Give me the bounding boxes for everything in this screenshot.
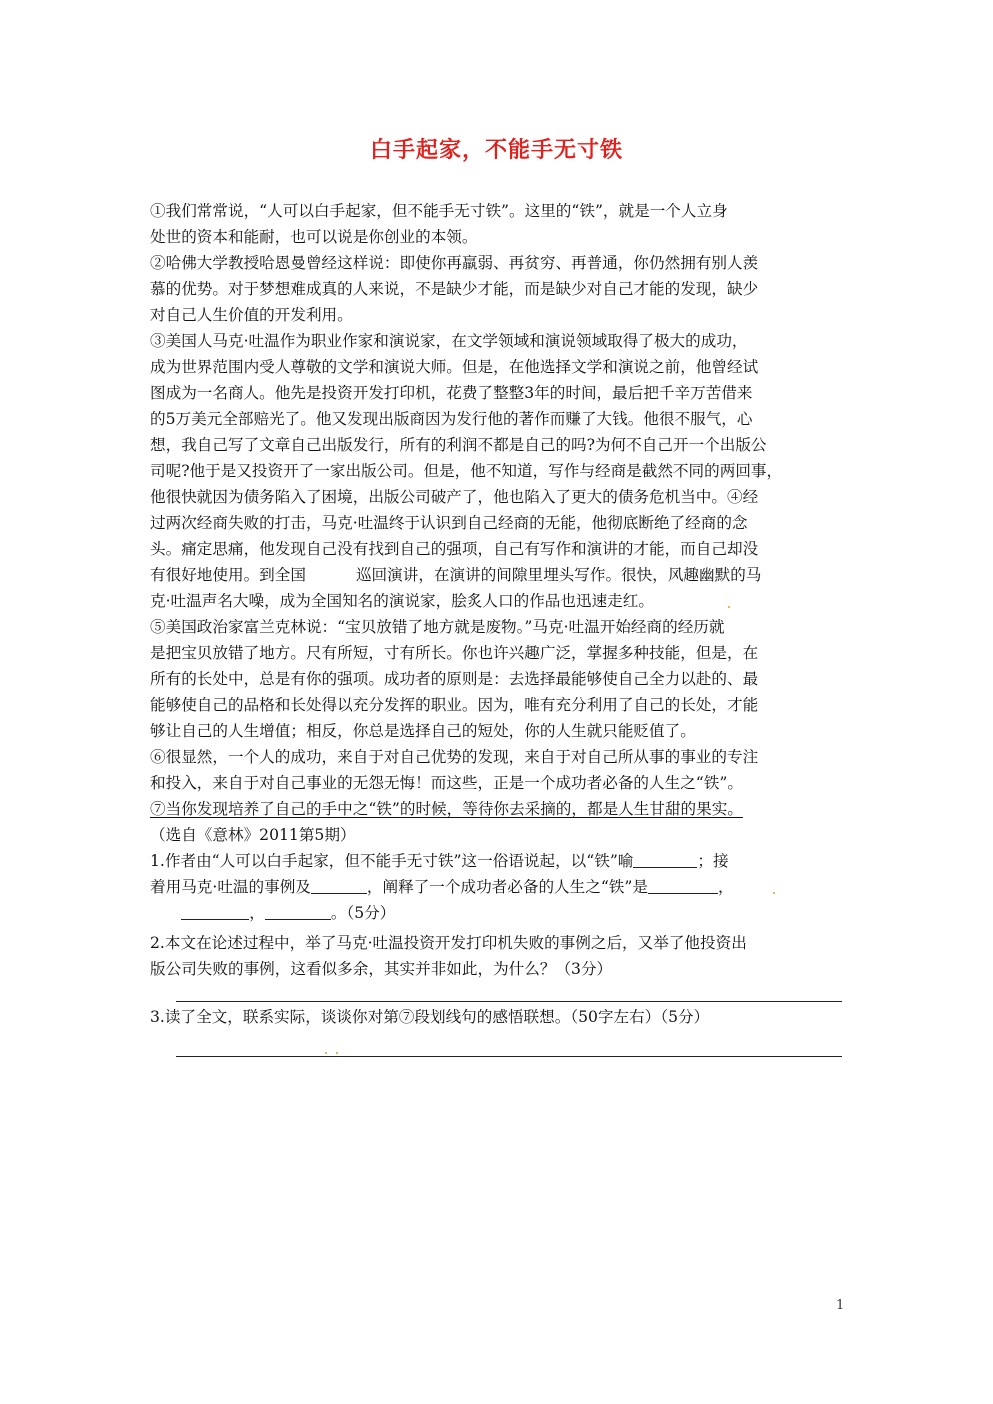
page-title: 白手起家，不能手无寸铁 xyxy=(369,137,623,163)
answer-line-q2[interactable] xyxy=(176,1001,842,1002)
text-line: 克·吐温声名大噪，成为全国知名的演说家，脍炙人口的作品也迅速走红。 xyxy=(150,592,654,610)
answer-blank[interactable] xyxy=(648,877,718,894)
text-line: 是把宝贝放错了地方。尺有所短，寸有所长。你也许兴趣广泛，掌握多种技能，但是，在 xyxy=(150,644,759,662)
answer-blank[interactable] xyxy=(311,877,367,894)
text-line: 司呢?他于是又投资开了一家出版公司。但是，他不知道，写作与经商是截然不同的两回事， xyxy=(150,462,783,480)
text-line: 所有的长处中，总是有你的强项。成功者的原则是：去选择最能够使自己全力以赴的、最 xyxy=(150,670,759,688)
answer-blank[interactable] xyxy=(265,903,331,920)
answer-line-q3[interactable] xyxy=(176,1056,842,1057)
answer-blank[interactable] xyxy=(181,903,249,920)
text-line: 和投入，来自于对自己事业的无怨无悔！而这些，正是一个成功者必备的人生之“铁”。 xyxy=(150,774,743,792)
answer-blank[interactable] xyxy=(633,851,697,868)
stray-mark xyxy=(773,892,775,894)
question-3: 3.读了全文，联系实际，谈谈你对第⑦段划线句的感悟联想。（50字左右）（5分） xyxy=(150,1008,710,1026)
text-segment: 有很好地使用。到全国 xyxy=(150,566,306,584)
question-2-line-2: 版公司失败的事例，这看似多余，其实并非如此，为什么？（3分） xyxy=(150,960,613,978)
text-line: 的5万美元全部赔光了。他又发现出版商因为发行他的著作而赚了大钱。他很不服气，心 xyxy=(150,410,753,428)
text-line: ③美国人马克·吐温作为职业作家和演说家，在文学领域和演说领域取得了极大的成功， xyxy=(150,332,748,350)
text-segment: 巡回演讲，在演讲的间隙里埋头写作。很快，风趣幽默的马 xyxy=(355,566,762,584)
text-line: 头。痛定思痛，他发现自己没有找到自己的强项，自己有写作和演讲的才能，而自己却没 xyxy=(150,540,759,558)
text-line: ⑥很显然，一个人的成功，来自于对自己优势的发现，来自于对自己所从事的事业的专注 xyxy=(150,748,759,766)
article-body xyxy=(150,198,850,982)
text-line: ⑤美国政治家富兰克林说：“宝贝放错了地方就是废物。”马克·吐温开始经商的经历就 xyxy=(150,618,725,636)
text-line: 够让自己的人生增值；相反，你总是选择自己的短处，你的人生就只能贬值了。 xyxy=(150,722,696,740)
text-line xyxy=(150,562,850,588)
underlined-sentence: ⑦当你发现培养了自己的手中之“铁”的时候，等待你去采摘的，都是人生甘甜的果实。 xyxy=(150,800,743,818)
text-line: 处世的资本和能耐，也可以说是你创业的本领。 xyxy=(150,228,478,246)
text-line: 对自己人生价值的开发利用。 xyxy=(150,306,353,324)
text-line: 成为世界范围内受人尊敬的文学和演说大师。但是，在他选择文学和演说之前，他曾经试 xyxy=(150,358,759,376)
question-1-line-2: 着用马克·吐温的事例及 ，阐释了一个成功者必备的人生之“铁”是 ， xyxy=(150,878,734,896)
page-number: 1 xyxy=(836,1298,845,1313)
text-line: 慕的优势。对于梦想难成真的人来说，不是缺少才能，而是缺少对自己才能的发现，缺少 xyxy=(150,280,759,298)
source-citation: （选自《意林》2011第5期） xyxy=(150,826,356,844)
stray-mark xyxy=(325,1052,327,1054)
question-2-line-1: 2.本文在论述过程中，举了马克·吐温投资开发打印机失败的事例之后，又举了他投资出 xyxy=(150,934,747,952)
text-line: ②哈佛大学教授哈恩曼曾经这样说：即使你再羸弱、再贫穷、再普通，你仍然拥有别人羡 xyxy=(150,254,759,272)
stray-mark xyxy=(728,606,730,608)
text-line: 能够使自己的品格和长处得以充分发挥的职业。因为，唯有充分利用了自己的长处，才能 xyxy=(150,696,759,714)
text-line: 图成为一名商人。他先是投资开发打印机，花费了整整3年的时间，最后把千辛万苦借来 xyxy=(150,384,753,402)
stray-mark xyxy=(336,1052,338,1054)
question-1-line-1: 1.作者由“人可以白手起家，但不能手无寸铁”这一俗语说起，以“铁”喻 ；接 xyxy=(150,852,729,870)
text-line: ①我们常常说，“人可以白手起家，但不能手无寸铁”。这里的“铁”，就是一个人立身 xyxy=(150,202,728,220)
text-line: 过两次经商失败的打击，马克·吐温终于认识到自己经商的无能，他彻底断绝了经商的念 xyxy=(150,514,748,532)
text-line: 想，我自己写了文章自己出版发行，所有的利润不都是自己的吗?为何不自己开一个出版公 xyxy=(150,436,767,454)
text-line: 他很快就因为债务陷入了困境，出版公司破产了，他也陷入了更大的债务危机当中。④经 xyxy=(150,488,759,506)
question-1-line-3: ， 。（5分） xyxy=(150,900,850,926)
